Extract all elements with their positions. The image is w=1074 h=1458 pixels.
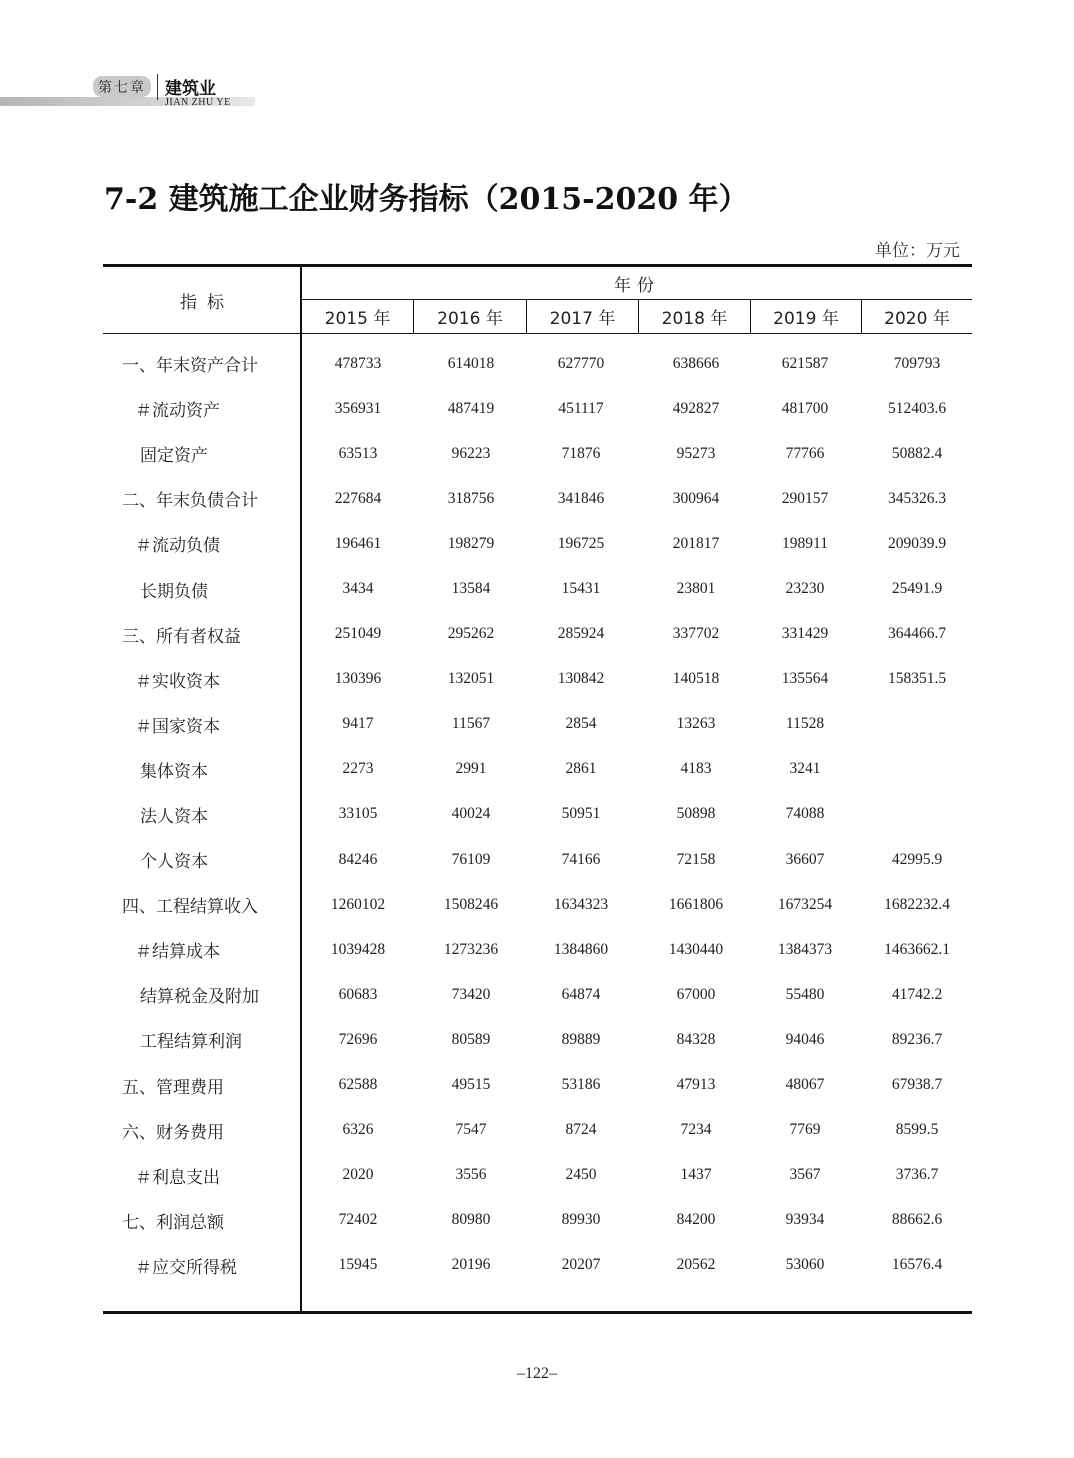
- value-cell: 1682232.4: [884, 895, 950, 913]
- value-cell: 196461: [334, 534, 382, 552]
- value-cell: 9417: [342, 715, 374, 733]
- value-cell: 2450: [565, 1166, 597, 1184]
- value-cell: 15431: [561, 579, 601, 597]
- value-cell: 23230: [785, 579, 825, 597]
- value-cell: 478733: [334, 354, 382, 372]
- year-header-2015: 2015 年: [324, 309, 391, 329]
- value-cell: 20196: [451, 1256, 491, 1274]
- value-cell: 50898: [676, 805, 716, 823]
- row-label: 七、利润总额: [122, 1212, 224, 1233]
- value-cell: 93934: [785, 1211, 825, 1229]
- value-cell: 130396: [334, 670, 382, 688]
- value-cell: 345326.3: [887, 489, 947, 507]
- value-cell: 36607: [785, 850, 825, 868]
- value-cell: 77766: [785, 444, 825, 462]
- value-cell: 481700: [781, 399, 829, 417]
- value-cell: 2020: [342, 1166, 374, 1184]
- year-group-header: 年份: [614, 275, 660, 296]
- value-cell: 11528: [785, 715, 825, 733]
- table-row: [104, 837, 972, 882]
- table-row: [104, 386, 972, 431]
- header-bottom-rule: [103, 333, 972, 334]
- table-row: [104, 702, 972, 747]
- value-cell: 201817: [672, 534, 720, 552]
- value-cell: 74166: [561, 850, 601, 868]
- value-cell: 76109: [451, 850, 491, 868]
- table-row: [104, 792, 972, 837]
- value-cell: 1661806: [668, 895, 724, 913]
- table-row: [104, 1063, 972, 1108]
- row-label: ＃流动资产: [135, 401, 220, 422]
- value-cell: 3556: [455, 1166, 487, 1184]
- value-cell: 487419: [447, 399, 495, 417]
- row-label: 结算税金及附加: [140, 987, 259, 1008]
- table-row: [104, 612, 972, 657]
- value-cell: 63513: [338, 444, 378, 462]
- value-cell: 196725: [557, 534, 605, 552]
- table-row: [104, 1153, 972, 1198]
- row-label: 长期负债: [140, 581, 208, 602]
- row-label: 固定资产: [140, 446, 208, 467]
- year-header-2017: 2017 年: [549, 309, 616, 329]
- value-cell: 1039428: [330, 940, 386, 958]
- row-label: 六、财务费用: [122, 1122, 224, 1143]
- value-cell: 451117: [558, 399, 604, 417]
- value-cell: 53060: [785, 1256, 825, 1274]
- value-cell: 23801: [676, 579, 716, 597]
- value-cell: 94046: [785, 1030, 825, 1048]
- value-cell: 132051: [447, 670, 495, 688]
- table-row: [104, 1243, 972, 1288]
- value-cell: 2861: [565, 760, 597, 778]
- row-label: ＃利息支出: [135, 1167, 220, 1188]
- value-cell: 67938.7: [891, 1076, 943, 1093]
- value-cell: 621587: [781, 354, 829, 372]
- value-cell: 1673254: [777, 895, 833, 913]
- table-row: [104, 341, 972, 386]
- value-cell: 285924: [557, 625, 605, 643]
- value-cell: 64874: [561, 985, 601, 1003]
- row-label: 五、管理费用: [122, 1077, 224, 1098]
- value-cell: 20207: [561, 1256, 601, 1274]
- value-cell: 337702: [672, 625, 720, 643]
- value-cell: 3736.7: [895, 1166, 939, 1184]
- value-cell: 50951: [561, 805, 601, 823]
- value-cell: 6326: [342, 1121, 374, 1139]
- table-row: [104, 747, 972, 792]
- value-cell: 251049: [334, 625, 382, 643]
- value-cell: 13263: [676, 715, 716, 733]
- chapter-badge: 第七章: [93, 76, 151, 97]
- chapter-title: 建筑业: [165, 79, 216, 99]
- value-cell: 1260102: [330, 895, 386, 913]
- year-header-2018: 2018 年: [661, 309, 728, 329]
- row-label: ＃结算成本: [135, 942, 220, 963]
- value-cell: 198279: [447, 534, 495, 552]
- value-cell: 7547: [455, 1121, 487, 1139]
- value-cell: 89236.7: [891, 1030, 943, 1048]
- row-label: 一、年末资产合计: [122, 356, 258, 377]
- value-cell: [862, 747, 972, 792]
- table-bottom-rule: [103, 1311, 972, 1314]
- year-header-2016: 2016 年: [437, 309, 503, 329]
- value-cell: 3241: [789, 760, 821, 778]
- value-cell: 638666: [672, 354, 720, 372]
- value-cell: 96223: [451, 444, 491, 462]
- table-row: [104, 1198, 972, 1243]
- row-label: 集体资本: [140, 761, 208, 782]
- table-row: [104, 476, 972, 521]
- value-cell: 198911: [782, 534, 828, 552]
- indicator-header: 指标: [180, 292, 234, 313]
- row-label: ＃实收资本: [135, 671, 220, 692]
- value-cell: 49515: [451, 1076, 491, 1093]
- table-row: [104, 566, 972, 611]
- value-cell: 15945: [338, 1256, 378, 1274]
- value-cell: [862, 792, 972, 837]
- table-row: [104, 972, 972, 1017]
- value-cell: 158351.5: [887, 670, 947, 688]
- value-cell: 1430440: [668, 940, 724, 958]
- table-row: [104, 431, 972, 476]
- value-cell: 7234: [680, 1121, 712, 1139]
- value-cell: 40024: [451, 805, 491, 823]
- value-cell: 84328: [676, 1030, 716, 1048]
- value-cell: 135564: [781, 670, 829, 688]
- row-label: ＃国家资本: [135, 716, 220, 737]
- value-cell: 341846: [557, 489, 605, 507]
- value-cell: 227684: [334, 489, 382, 507]
- value-cell: 364466.7: [887, 625, 947, 643]
- page-number: –122–: [517, 1365, 557, 1382]
- unit-label: 单位：万元: [875, 241, 960, 261]
- value-cell: 209039.9: [887, 534, 947, 552]
- row-label: 四、工程结算收入: [122, 897, 258, 918]
- value-cell: 74088: [785, 805, 825, 823]
- chapter-subtitle: JIAN ZHU YE: [165, 97, 231, 108]
- value-cell: 331429: [781, 625, 829, 643]
- value-cell: 11567: [451, 715, 491, 733]
- value-cell: 62588: [338, 1076, 378, 1093]
- header-divider: [157, 74, 158, 100]
- value-cell: 48067: [785, 1076, 825, 1093]
- table-row: [104, 1108, 972, 1153]
- value-cell: 89930: [561, 1211, 601, 1229]
- value-cell: 1384373: [777, 940, 833, 958]
- table-row: [104, 927, 972, 972]
- value-cell: 1463662.1: [884, 940, 950, 958]
- value-cell: 1634323: [553, 895, 609, 913]
- value-cell: 8599.5: [895, 1121, 939, 1139]
- value-cell: 33105: [338, 805, 378, 823]
- row-label: 工程结算利润: [140, 1032, 242, 1053]
- value-cell: [862, 702, 972, 747]
- table-row: [104, 521, 972, 566]
- value-cell: 41742.2: [891, 985, 943, 1003]
- value-cell: 60683: [338, 985, 378, 1003]
- value-cell: 300964: [672, 489, 720, 507]
- value-cell: 1437: [680, 1166, 712, 1184]
- year-header-2020: 2020 年: [884, 309, 950, 329]
- value-cell: 72696: [338, 1030, 378, 1048]
- table-body: [104, 341, 972, 1288]
- value-cell: 1384860: [553, 940, 609, 958]
- value-cell: 4183: [680, 760, 712, 778]
- value-cell: 3567: [789, 1166, 821, 1184]
- value-cell: 614018: [447, 354, 495, 372]
- page-title: 7-2 建筑施工企业财务指标（2015-2020 年）: [104, 182, 749, 217]
- value-cell: 67000: [676, 985, 716, 1003]
- value-cell: 20562: [676, 1256, 716, 1274]
- value-cell: 42995.9: [891, 850, 943, 868]
- year-header-2019: 2019 年: [773, 309, 839, 329]
- value-cell: 88662.6: [891, 1211, 943, 1229]
- row-label: 二、年末负债合计: [122, 491, 258, 512]
- value-cell: 47913: [676, 1076, 716, 1093]
- value-cell: 3434: [342, 579, 374, 597]
- row-label: ＃应交所得税: [135, 1257, 237, 1278]
- value-cell: 295262: [447, 625, 495, 643]
- table-row: [104, 657, 972, 702]
- value-cell: 492827: [672, 399, 720, 417]
- row-label: 三、所有者权益: [122, 626, 241, 647]
- value-cell: 8724: [565, 1121, 597, 1139]
- value-cell: 55480: [785, 985, 825, 1003]
- value-cell: 1273236: [443, 940, 499, 958]
- value-cell: 709793: [893, 354, 941, 372]
- table-row: [104, 1017, 972, 1062]
- value-cell: 89889: [561, 1030, 601, 1048]
- row-label: 个人资本: [140, 852, 208, 873]
- value-cell: 512403.6: [887, 399, 947, 417]
- value-cell: 13584: [451, 579, 491, 597]
- value-cell: 2273: [342, 760, 374, 778]
- value-cell: 2991: [455, 760, 487, 778]
- value-cell: 7769: [789, 1121, 821, 1139]
- value-cell: 25491.9: [891, 579, 943, 597]
- row-label: 法人资本: [140, 806, 208, 827]
- row-label: ＃流动负债: [135, 536, 220, 557]
- value-cell: 80980: [451, 1211, 491, 1229]
- value-cell: 95273: [676, 444, 716, 462]
- value-cell: 627770: [557, 354, 605, 372]
- table-row: [104, 882, 972, 927]
- value-cell: 140518: [672, 670, 720, 688]
- value-cell: 356931: [334, 399, 382, 417]
- value-cell: 318756: [447, 489, 495, 507]
- value-cell: 1508246: [443, 895, 499, 913]
- value-cell: 50882.4: [891, 444, 943, 462]
- value-cell: 72402: [338, 1211, 378, 1229]
- value-cell: 130842: [557, 670, 605, 688]
- value-cell: 53186: [561, 1076, 601, 1093]
- value-cell: 290157: [781, 489, 829, 507]
- value-cell: 73420: [451, 985, 491, 1003]
- value-cell: 72158: [676, 850, 716, 868]
- value-cell: 84200: [676, 1211, 716, 1229]
- value-cell: 2854: [565, 715, 597, 733]
- value-cell: 71876: [561, 444, 601, 462]
- value-cell: 16576.4: [891, 1256, 943, 1274]
- value-cell: 80589: [451, 1030, 491, 1048]
- value-cell: 84246: [338, 850, 378, 868]
